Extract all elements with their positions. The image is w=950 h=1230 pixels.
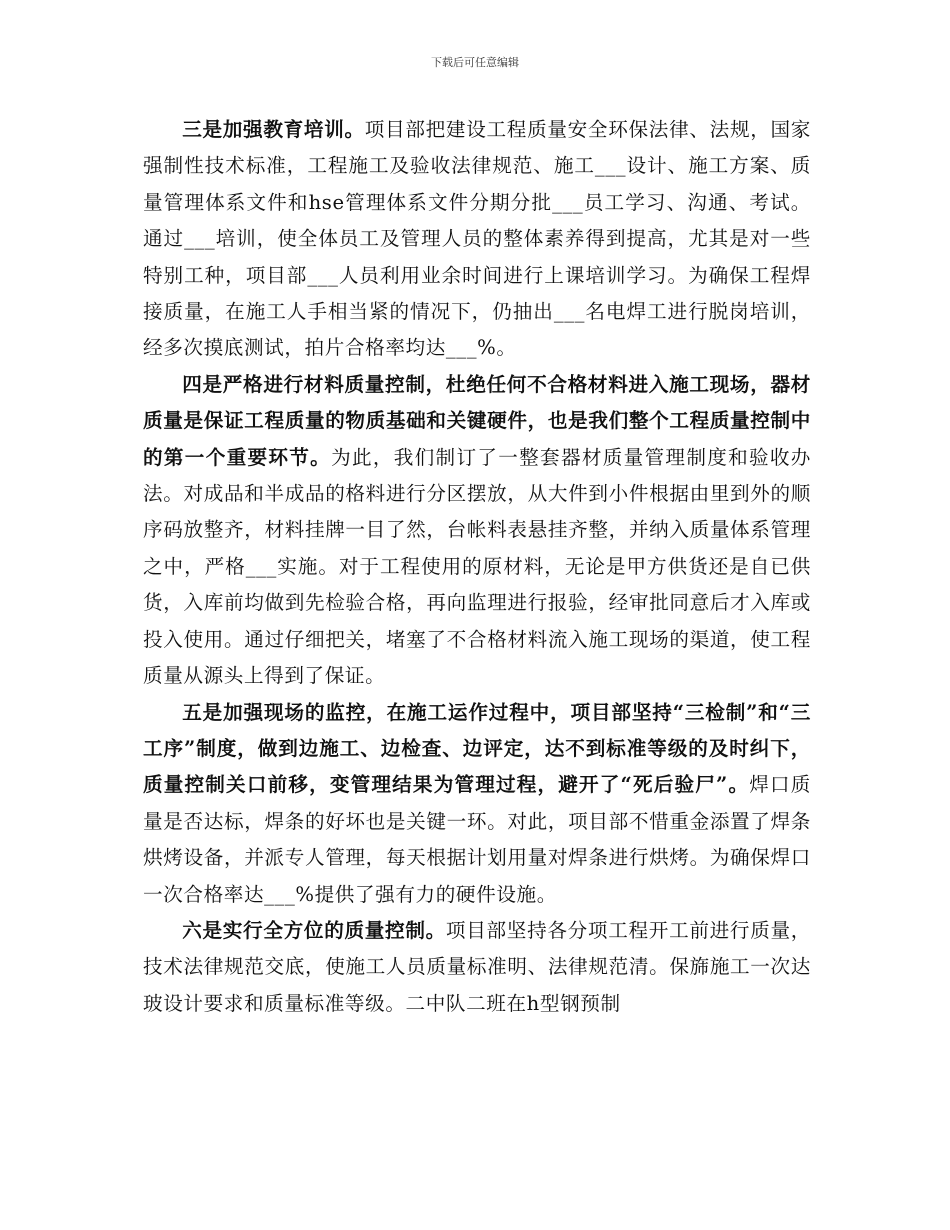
paragraph-body: 焊口质量是否达标，焊条的好坏也是关键一环。对此，项目部不惜重金添置了焊条烘烤设备，并派专人管理，每天根据计划用量对焊条进行烘烤。为确保焊口一次合格率达___%提供了强有力的硬件设施。 [143,773,811,906]
paragraph-body: 为此，我们制订了一整套器材质量管理制度和验收办法。对成品和半成品的格料进行分区摆放，从大件到小件根据由里到外的顺序码放整齐，材料挂牌一目了然，台帐料表悬挂齐整，并纳入质量体系管理之中，严格___实施。对于工程使用的原材料，无论是甲方供货还是自已供货，入库前均做到先检验合格，再向监理进行报验，经审批同意后才入库或投入使用。通过仔细把关，堵塞了不合格材料流入施工现场的渠道，使工程质量从源头上得到了保证。 [143,445,811,688]
paragraph-education-training [143,112,811,367]
paragraph-lead: 三是加强教育培训。 [182,118,365,141]
paragraph-body: 项目部把建设工程质量安全环保法律、法规，国家强制性技术标准，工程施工及验收法律规范、施工___设计、施工方案、质量管理体系文件和hse管理体系文件分期分批___员工学习、沟通、考试。通过___培训，使全体员工及管理人员的整体素养得到提高，尤其是对一些特别工种，项目部___人员利用业余时间进行上课培训学习。为确保工程焊接质量，在施工人手相当紧的情况下，仍抽出___名电焊工进行脱岗培训，经多次摸底测试，拍片合格率均达___%。 [143,118,812,360]
paragraph-body: 项目部坚持各分项工程开工前进行质量，技术法律规范交底，使施工人员质量标准明、法律规范清。保旆施工一次达玻设计要求和质量标准等级。二中队二班在h型钢预制 [143,918,811,1015]
paragraph-material-quality [143,367,811,695]
paragraph-site-monitoring [143,695,811,913]
page-header: 下载后可任意编辑 [431,56,519,69]
paragraph-lead: 五是加强现场的监控，在施工运作过程中，项目部坚持“三检制”和“三工序”制度，做到边施工、边检查、边评定，达不到标准等级的及时纠下，质量控制关口前移，变管理结果为管理过程，避开了“死后验尸”。 [143,700,811,797]
paragraph-lead: 六是实行全方位的质量控制。 [182,918,446,942]
paragraph-lead: 四是严格进行材料质量控制，杜绝任何不合格材料进入施工现场，器材质量是保证工程质量的物质基础和关键硬件，也是我们整个工程质量控制中的第一个重要环节。 [143,372,811,469]
paragraph-quality-control [143,913,811,1022]
document-body [143,112,811,1022]
